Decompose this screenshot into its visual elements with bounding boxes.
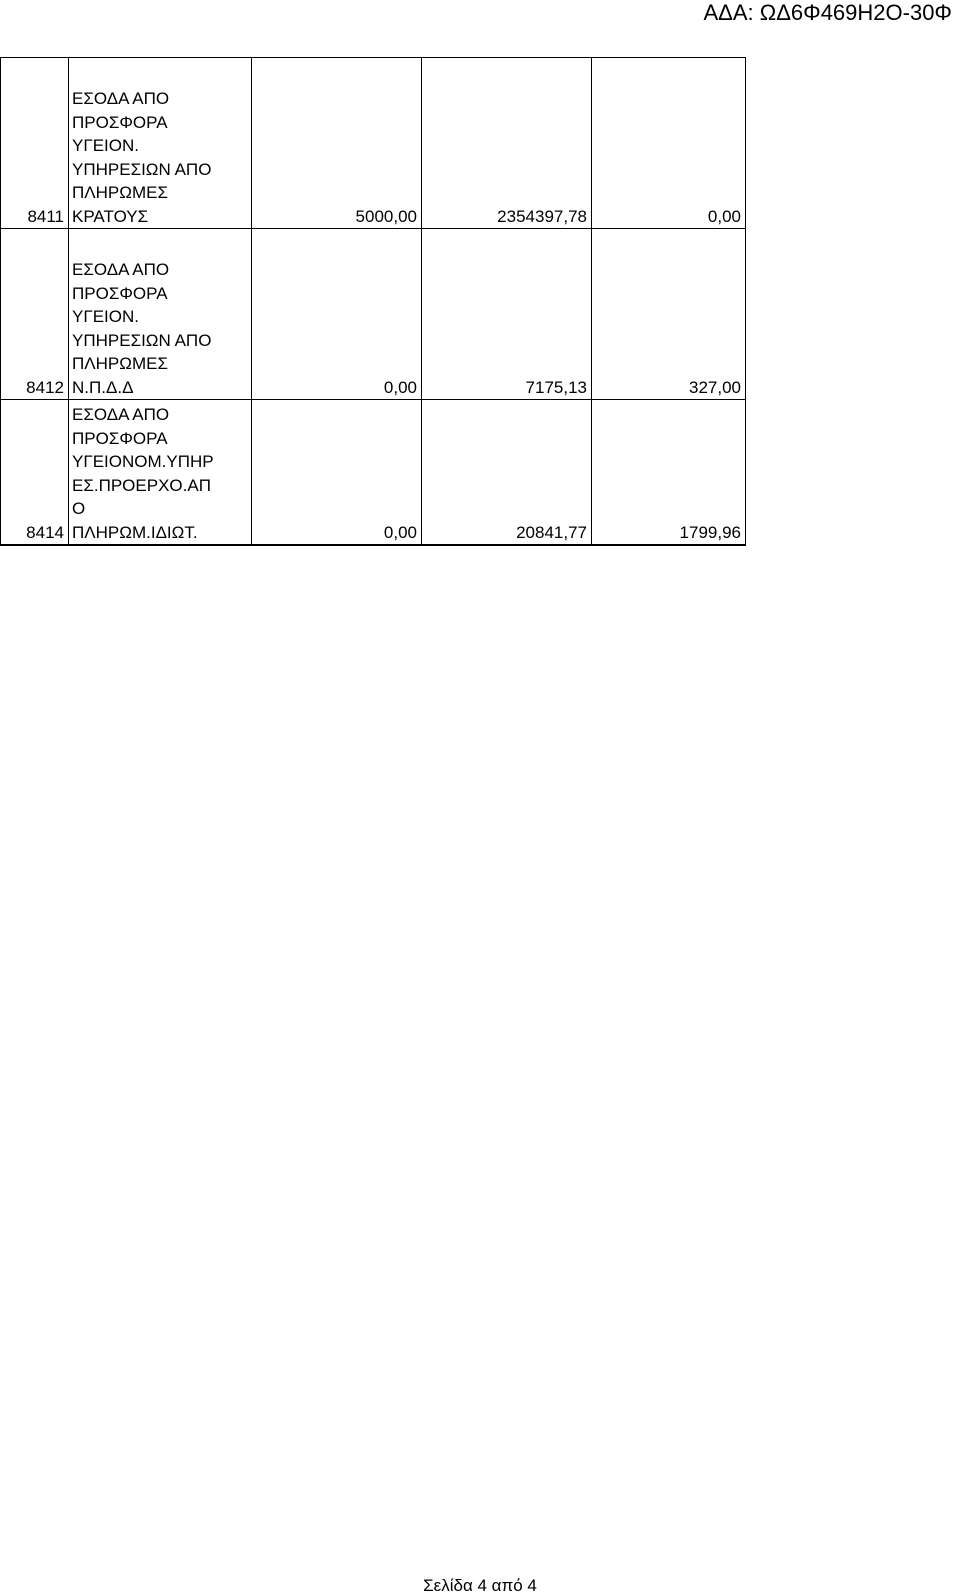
value-1: 0,00: [252, 400, 422, 546]
description-line: ΠΡΟΣΦΟΡΑ: [72, 428, 168, 448]
value-2: 7175,13: [422, 229, 592, 400]
value-2: 2354397,78: [422, 58, 592, 229]
description-line: Ο: [72, 499, 86, 518]
description-line: ΥΓΕΙΟΝ.: [72, 136, 139, 155]
description-line: ΠΛΗΡΩΜΕΣ: [72, 183, 168, 202]
description-line: ΕΣ.ΠΡΟΕΡΧΟ.ΑΠ: [72, 475, 211, 495]
value-3: 1799,96: [592, 400, 746, 546]
description-line: ΕΣΟΔΑ ΑΠΟ: [72, 89, 170, 108]
table-row: [1, 229, 746, 400]
account-description: [69, 58, 252, 229]
description-line: ΚΡΑΤΟΥΣ: [72, 206, 149, 226]
description-line: ΥΓΕΙΟΝΟΜ.ΥΠΗΡ: [72, 452, 214, 471]
account-description: [69, 400, 252, 546]
description-line: ΥΠΗΡΕΣΙΩΝ ΑΠΟ: [72, 330, 212, 350]
description-line: ΠΡΟΣΦΟΡΑ: [72, 112, 168, 132]
description-line: ΥΓΕΙΟΝ.: [72, 307, 139, 326]
account-code: 8414: [1, 400, 69, 546]
table-row: [1, 58, 746, 229]
description-line: ΠΛΗΡΩΜ.ΙΔΙΩΤ.: [72, 522, 198, 542]
description-line: ΥΠΗΡΕΣΙΩΝ ΑΠΟ: [72, 159, 212, 179]
revenue-table: [0, 57, 746, 546]
table-row: [1, 400, 746, 546]
ada-identifier: ΑΔΑ: ΩΔ6Φ469Η2Ο-30Φ: [703, 0, 952, 25]
value-3: 327,00: [592, 229, 746, 400]
description-line: ΠΛΗΡΩΜΕΣ: [72, 354, 168, 373]
page-number: Σελίδα 4 από 4: [423, 1576, 537, 1595]
value-3: 0,00: [592, 58, 746, 229]
description-line: Ν.Π.Δ.Δ: [72, 377, 134, 397]
account-code: 8412: [1, 229, 69, 400]
value-1: 0,00: [252, 229, 422, 400]
account-description: [69, 229, 252, 400]
description-line: ΠΡΟΣΦΟΡΑ: [72, 283, 168, 303]
value-2: 20841,77: [422, 400, 592, 546]
value-1: 5000,00: [252, 58, 422, 229]
description-line: ΕΣΟΔΑ ΑΠΟ: [72, 405, 170, 424]
description-line: ΕΣΟΔΑ ΑΠΟ: [72, 260, 170, 279]
account-code: 8411: [1, 58, 69, 229]
